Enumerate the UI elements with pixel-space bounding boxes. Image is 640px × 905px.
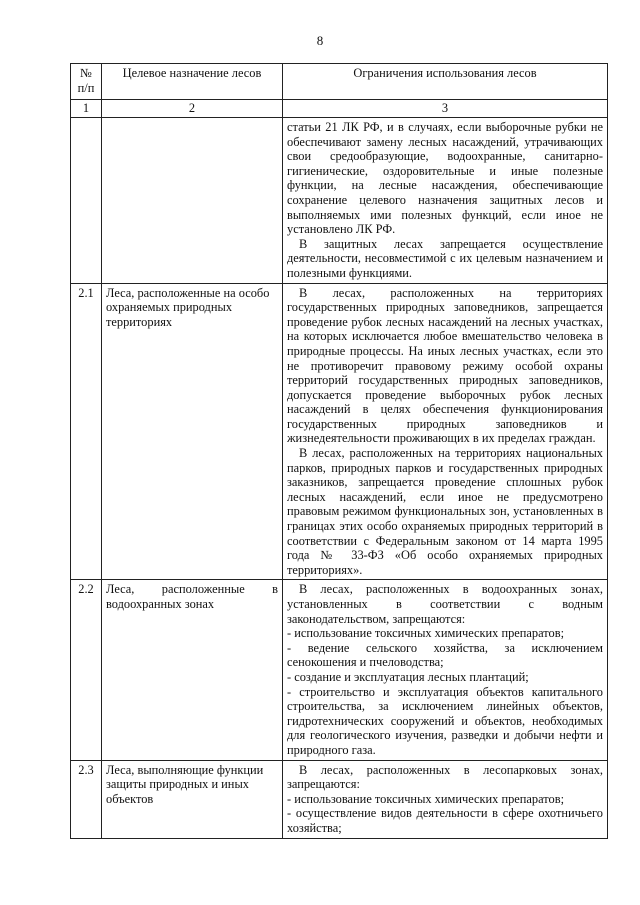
table-header-row: [71, 64, 608, 100]
header-purpose: Целевое назначение лесов: [102, 64, 283, 100]
restriction-list-item: - создание и эксплуатация лесных плантаций;: [287, 669, 529, 684]
row-restrictions: [283, 580, 608, 760]
column-number-row: [71, 100, 608, 118]
row-number: 2.2: [71, 580, 102, 760]
forest-restrictions-table: [70, 63, 608, 839]
continuation-restrictions-cell: [283, 118, 608, 284]
table-row-continuation: [71, 118, 608, 284]
restriction-list-item: - осуществление видов деятельности в сфере охотничьего хозяйства;: [287, 806, 603, 835]
column-number-3: 3: [283, 100, 608, 118]
row-purpose: Леса, выполняющие функции защиты природных и иных объектов: [102, 760, 283, 838]
page-number: 8: [316, 33, 324, 48]
column-number-1: 1: [71, 100, 102, 118]
restriction-paragraph: В лесах, расположенных на территориях национальных парков, природных парков и государственных природных заказников, запрещается проведение сплошных рубок лесных насаждений, если иное не предусмотрено правовым режимом функциональных зон, установленных в границах этих особо охраняемых природных территорий в соответствии с Федеральным законом от 14 марта 1995 года № 33-ФЗ «Об особо охраняемых природных территориях».: [287, 446, 603, 577]
continuation-purpose-cell: [102, 118, 283, 284]
row-number: 2.1: [71, 283, 102, 580]
restriction-list-item: - строительство и эксплуатация объектов капитального строительства, за исключением линейных объектов, гидротехнических сооружений и объектов, необходимых для геологического изучения, разведки и добычи нефти и природного газа.: [287, 684, 603, 757]
restriction-list-item: - использование токсичных химических препаратов;: [287, 791, 565, 806]
header-restrictions: Ограничения использования лесов: [283, 64, 608, 100]
restriction-list-item: - ведение сельского хозяйства, за исключением сенокошения и пчеловодства;: [287, 640, 603, 670]
row-number: 2.3: [71, 760, 102, 838]
restriction-paragraph: В защитных лесах запрещается осуществление деятельности, несовместимой с их целевым назначением и полезными функциями.: [287, 236, 603, 280]
header-num: № п/п: [71, 64, 102, 100]
table-row-2-2: [71, 580, 608, 760]
table-row-2-3: [71, 760, 608, 838]
row-purpose: Леса, расположенные в водоохранных зонах: [102, 580, 283, 760]
restriction-paragraph: статьи 21 ЛК РФ, и в случаях, если выборочные рубки не обеспечивают замену лесных насаждений, утрачивающих свои средообразующие, водоохранные, санитарно-гигиенические, оздоровительные и иные полезные функции, на лесные насаждения, обеспечивающие сохранение целевого назначения защитных лесов и выполняемых ими полезных функций, если иное не установлено ЛК РФ.: [287, 120, 603, 237]
continuation-num-cell: [71, 118, 102, 284]
restriction-paragraph: В лесах, расположенных в лесопарковых зонах, запрещаются:: [287, 762, 603, 792]
restriction-list-item: - использование токсичных химических препаратов;: [287, 626, 565, 641]
row-restrictions: [283, 283, 608, 580]
row-purpose: Леса, расположенные на особо охраняемых природных территориях: [102, 283, 283, 580]
row-restrictions: [283, 760, 608, 838]
restriction-paragraph: В лесах, расположенных в водоохранных зонах, установленных в соответствии с водным законодательством, запрещаются:: [287, 582, 603, 626]
column-number-2: 2: [102, 100, 283, 118]
table-row-2-1: [71, 283, 608, 580]
restriction-paragraph: В лесах, расположенных на территориях государственных природных заповедников, запрещается проведение рубок лесных насаждений на лесных участках, на которых исключается любое вмешательство человека в природные процессы. На иных лесных участках, если это не противоречит правовому режиму особой охраны территорий государственных природных заповедников, допускается проведение выборочных рубок лесных насаждений в целях обеспечения функционирования государственных природных заповедников и жизнедеятельности проживающих в их пределах граждан.: [287, 285, 603, 446]
